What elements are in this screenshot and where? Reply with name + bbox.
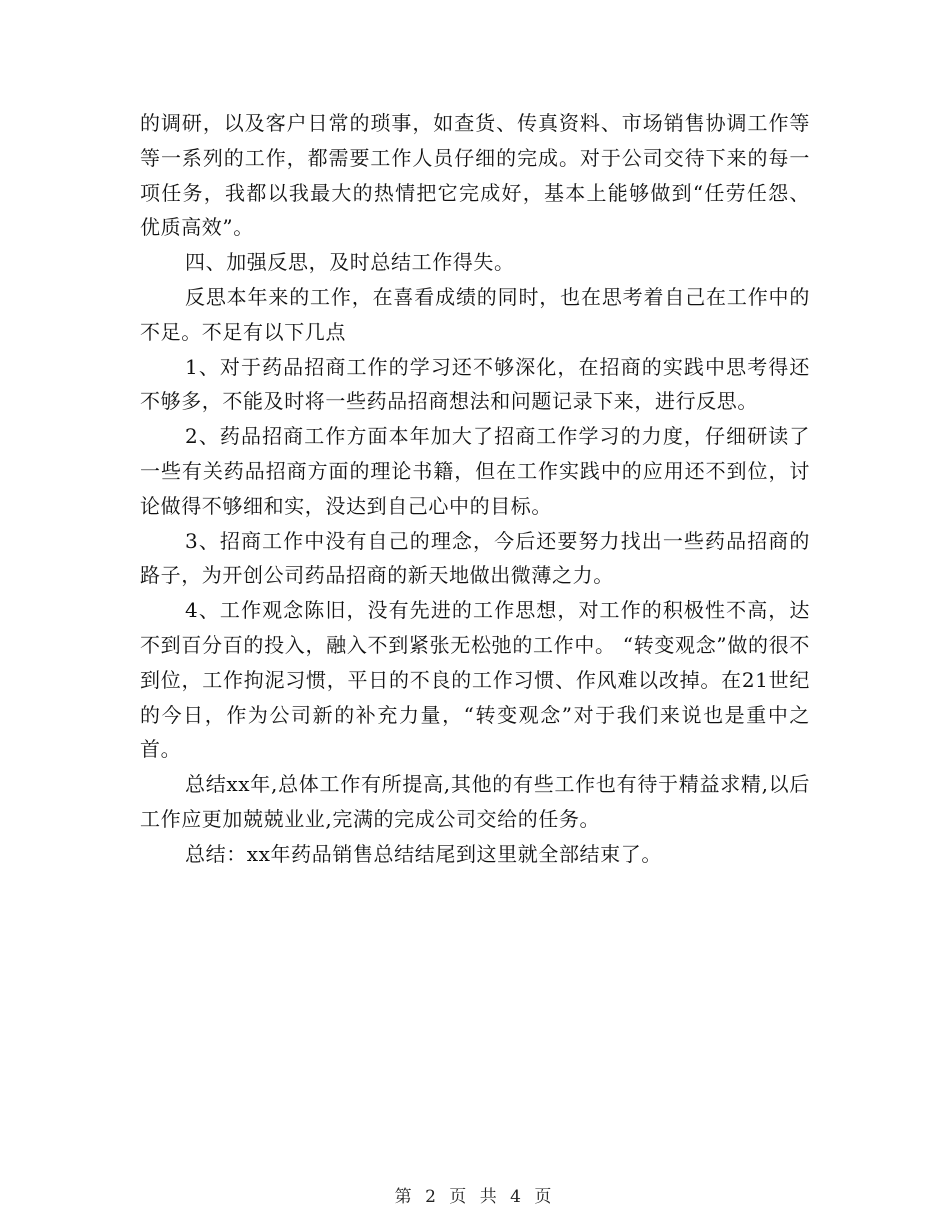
paragraph: 反思本年来的工作，在喜看成绩的同时，也在思考着自己在工作中的不足。不足有以下几点 (140, 284, 810, 344)
paragraph: 总结：xx年药品销售总结结尾到这里就全部结束了。 (185, 841, 662, 866)
list-item: 3、招商工作中没有自己的理念，今后还要努力找出一些药品招商的路子，为开创公司药品招商的新天地做出微薄之力。 (140, 528, 810, 588)
section-heading: 四、加强反思，及时总结工作得失。 (185, 250, 515, 275)
paragraph: 的调研，以及客户日常的琐事，如查货、传真资料、市场销售协调工作等等一系列的工作，都需要工作人员仔细的完成。对于公司交待下来的每一项任务，我都以我最大的热情把它完成好，基本上能够做到“任劳任怨、优质高效”。 (140, 111, 810, 240)
list-item: 1、对于药品招商工作的学习还不够深化，在招商的实践中思考得还不够多，不能及时将一些药品招商想法和问题记录下来，进行反思。 (140, 354, 810, 414)
list-item: 4、工作观念陈旧，没有先进的工作思想，对工作的积极性不高，达不到百分百的投入，融入不到紧张无松弛的工作中。 “转变观念”做的很不到位，工作拘泥习惯，平日的不良的工作习惯、作风难以改掉。在21世纪的今日，作为公司新的补充力量，“转变观念”对于我们来说也是重中之首。 (140, 598, 810, 762)
page-number-footer: 第 2 页 共 4 页 (394, 1187, 556, 1207)
document-body (140, 106, 810, 872)
list-item: 2、药品招商工作方面本年加大了招商工作学习的力度，仔细研读了一些有关药品招商方面的理论书籍，但在工作实践中的应用还不到位，讨论做得不够细和实，没达到自己心中的目标。 (140, 424, 810, 518)
paragraph: 总结xx年,总体工作有所提高,其他的有些工作也有待于精益求精,以后工作应更加兢兢业业,完满的完成公司交给的任务。 (140, 772, 810, 831)
